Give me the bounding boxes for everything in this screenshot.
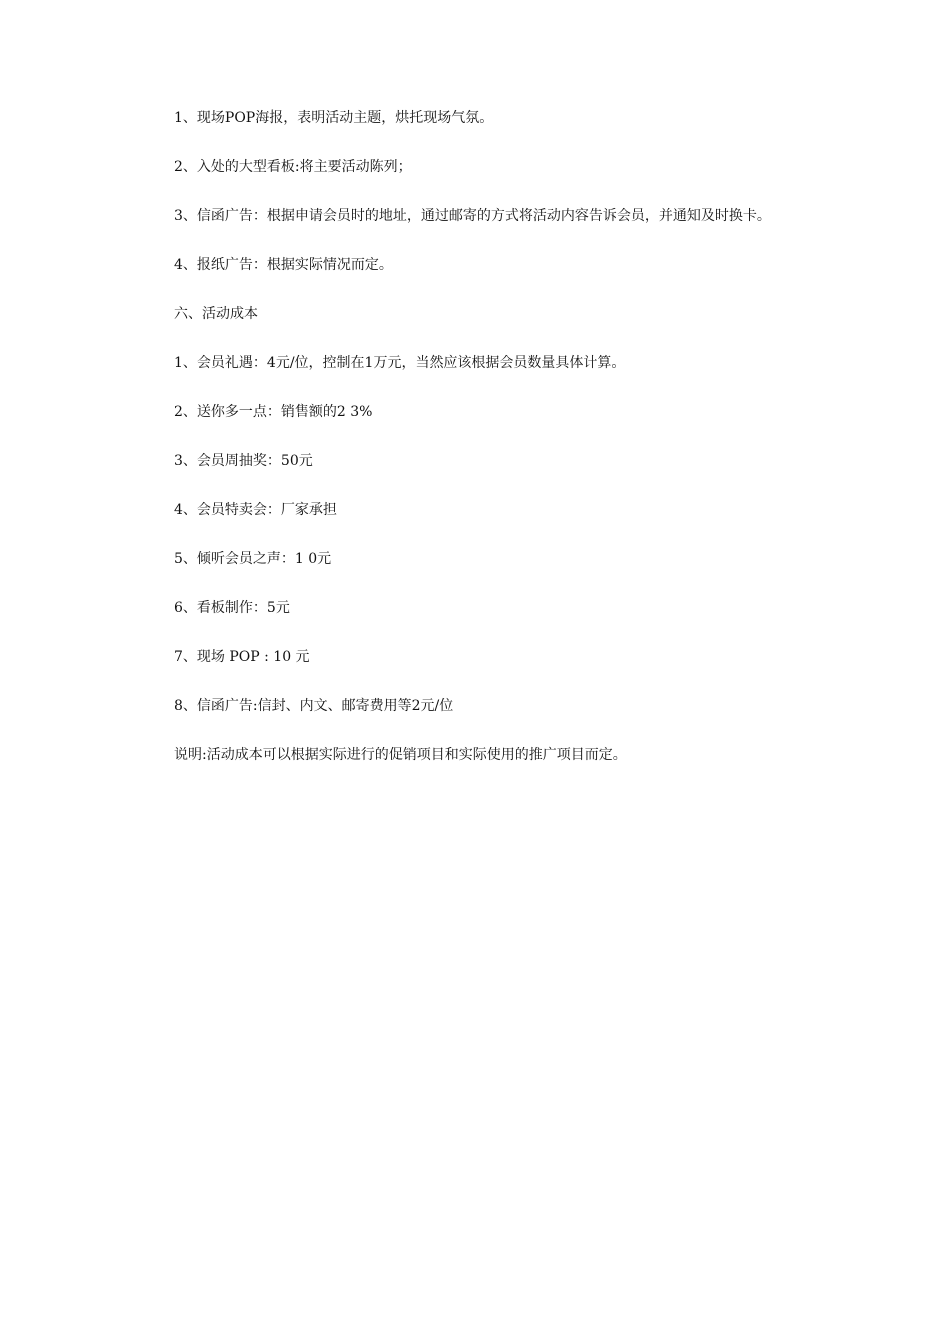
cost-note: 说明:活动成本可以根据实际进行的促销项目和实际使用的推广项目而定。 (174, 747, 627, 763)
cost-item-letter-ad: 8、信函广告:信封、内文、邮寄费用等2元/位 (174, 698, 454, 714)
paragraph-pop-poster: 1、现场POP海报，表明活动主题，烘托现场气氛。 (174, 110, 494, 126)
paragraph-newspaper-ad: 4、报纸广告：根据实际情况而定。 (174, 257, 393, 273)
paragraph-letter-ad: 3、信函广告：根据申请会员时的地址，通过邮寄的方式将活动内容告诉会员，并通知及时换卡。 (174, 208, 771, 224)
cost-item-onsite-pop: 7、现场 POP : 10 元 (174, 649, 310, 665)
cost-item-member-voice: 5、倾听会员之声：1 0元 (174, 551, 332, 567)
cost-item-special-sale: 4、会员特卖会：厂家承担 (174, 502, 337, 518)
cost-item-weekly-lottery: 3、会员周抽奖：50元 (174, 453, 313, 469)
cost-item-board-production: 6、看板制作：5元 (174, 600, 290, 616)
document-body (142, 106, 818, 767)
paragraph-entrance-board: 2、入处的大型看板:将主要活动陈列； (174, 159, 412, 175)
section-heading-activity-cost: 六、活动成本 (174, 306, 258, 322)
cost-item-give-more: 2、送你多一点：销售额的2 3% (174, 404, 373, 420)
cost-item-member-courtesy: 1、会员礼遇：4元/位，控制在1万元，当然应该根据会员数量具体计算。 (174, 355, 626, 371)
